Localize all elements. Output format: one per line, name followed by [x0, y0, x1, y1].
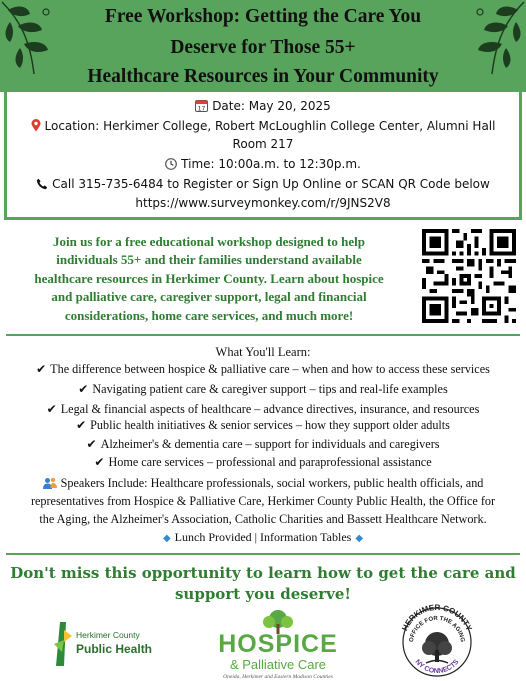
public-health-logo-line1: Herkimer County [76, 630, 140, 640]
diamond-icon: ◆ [355, 533, 364, 544]
learn-item [0, 402, 526, 417]
event-details-box [4, 92, 522, 220]
checkmark-icon: ✔ [86, 437, 97, 451]
location-pin-icon [31, 119, 41, 132]
learn-item-text: Home care services – professional and paraprofessional assistance [108, 455, 432, 469]
hospice-logo-subtitle: & Palliative Care [229, 657, 327, 672]
checkmark-icon: ✔ [36, 362, 47, 376]
speakers-line [8, 474, 518, 492]
public-health-logo [52, 618, 172, 672]
intro-line: and palliative care, caregiver support, legal and financial [51, 289, 367, 305]
learn-item [0, 455, 526, 470]
clock-icon [165, 158, 177, 170]
date-row [7, 99, 519, 113]
learn-item [0, 418, 526, 433]
event-date: Date: May 20, 2025 [212, 99, 331, 113]
aging-logo-bottom-text: NY CONNECTS [413, 658, 461, 676]
intro-line: considerations, home care services, and much more! [64, 307, 354, 323]
learn-item [0, 382, 526, 397]
closing-message [0, 563, 526, 605]
speakers-text: Speakers Include: Healthcare professionals, social workers, public health officials, and [60, 476, 484, 490]
register-instructions: Call 315-735-6484 to Register or Sign Up Online or SCAN QR Code below [52, 177, 490, 191]
learn-item-text: Navigating patient care & caregiver support – tips and real-life examples [92, 382, 448, 396]
speakers-line: the Aging, the Alzheimer's Association, Catholic Charities and Bassett Healthcare Network. [39, 512, 487, 527]
time-row [7, 157, 519, 171]
lunch-row [0, 530, 526, 545]
intro-line: individuals 55+ and their families understand available [56, 252, 362, 268]
section-divider [6, 334, 520, 336]
workshop-title-line2: Deserve for Those 55+ [170, 37, 356, 58]
lunch-text: Lunch Provided | Information Tables [174, 530, 352, 544]
learn-item-text: Alzheimer's & dementia care – support for individuals and caregivers [100, 437, 440, 451]
speakers-line: representatives from Hospice & Palliative Care, Herkimer County Public Health, the Office for [30, 494, 496, 509]
learn-item-text: Legal & financial aspects of healthcare – advance directives, insurance, and resources [60, 402, 480, 416]
public-health-emblem-icon [52, 622, 74, 666]
checkmark-icon: ✔ [94, 455, 105, 469]
aging-logo-top-text: HERKIMER COUNTY [400, 602, 474, 633]
learn-item-text: The difference between hospice & palliative care – when and how to access these services [50, 362, 490, 376]
phone-icon [36, 178, 48, 190]
hospice-logo-region: Oneida, Herkimer and Eastern Madison Counties [223, 674, 333, 680]
intro-paragraph [8, 233, 410, 325]
registration-url[interactable]: https://www.surveymonkey.com/r/9JNS2V8 [135, 196, 391, 210]
calendar-icon [195, 99, 208, 112]
register-row [7, 177, 519, 191]
section-divider [6, 553, 520, 555]
aging-logo-middle-text: OFFICE FOR THE AGING [409, 615, 465, 643]
checkmark-icon: ✔ [78, 382, 89, 396]
intro-line: healthcare resources in Herkimer County. Learn about hospice [34, 270, 384, 286]
learn-item-text: Public health initiatives & senior services – how they support older adults [90, 418, 450, 432]
workshop-subtitle: Healthcare Resources in Your Community [87, 66, 439, 87]
hospice-logo-title: HOSPICE [218, 630, 338, 658]
learn-heading: What You'll Learn: [215, 345, 311, 359]
event-time: Time: 10:00a.m. to 12:30p.m. [181, 157, 361, 171]
location-row [7, 119, 519, 133]
qr-code[interactable] [422, 229, 516, 323]
office-for-aging-logo [396, 600, 478, 680]
closing-line: Don't miss this opportunity to learn how to get the care and [10, 564, 516, 582]
workshop-title-line1: Free Workshop: Getting the Care You [104, 6, 422, 27]
speakers-paragraph [8, 474, 518, 529]
speakers-icon [43, 477, 57, 489]
public-health-logo-line2: Public Health [76, 642, 153, 656]
header-banner [0, 0, 526, 92]
svg-text:17: 17 [197, 105, 206, 112]
event-location: Location: Herkimer College, Robert McLoughlin College Center, Alumni Hall [44, 119, 496, 133]
hospice-logo [208, 610, 348, 680]
learn-item [0, 437, 526, 452]
diamond-icon: ◆ [162, 533, 171, 544]
event-room: Room 217 [232, 137, 294, 151]
checkmark-icon: ✔ [76, 418, 87, 432]
checkmark-icon: ✔ [46, 402, 57, 416]
learn-item [0, 362, 526, 377]
intro-line: Join us for a free educational workshop designed to help [53, 234, 365, 249]
closing-line: support you deserve! [174, 585, 351, 603]
